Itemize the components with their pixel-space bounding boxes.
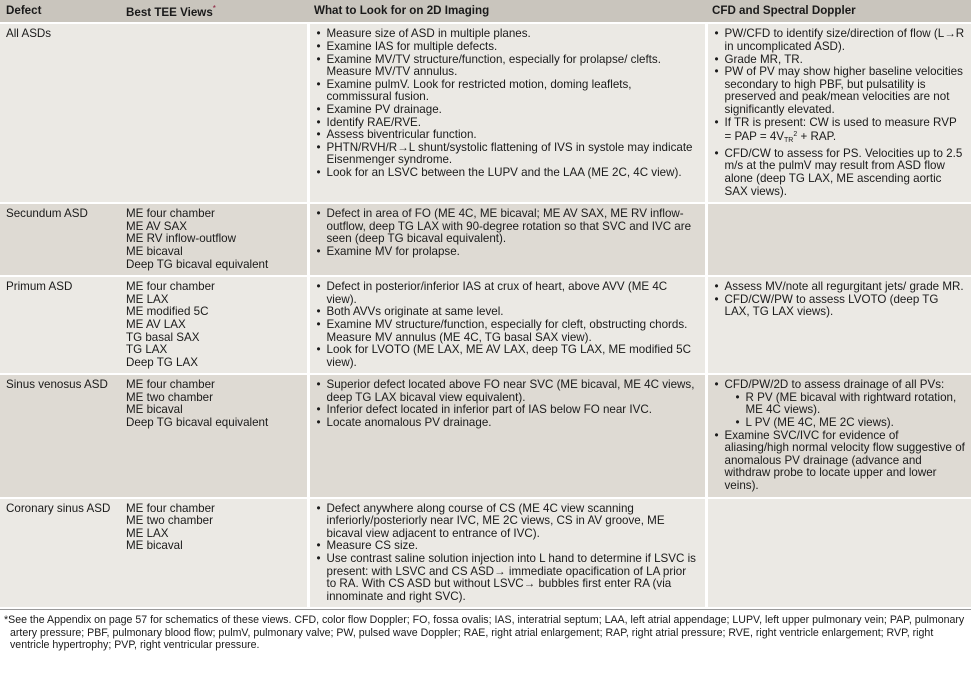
- doppler-list: [714, 281, 966, 319]
- imaging-cell: [308, 498, 706, 608]
- table-row: [0, 276, 971, 374]
- list-item: • Inferior defect located in inferior part of IAS below FO near IVC.: [316, 404, 699, 417]
- imaging-list: [316, 379, 699, 429]
- formula-text: If TR is present: CW is used to measure RVP = PAP = 4V: [724, 115, 957, 144]
- defect-cell: Coronary sinus ASD: [0, 498, 120, 608]
- view-item: ME two chamber: [126, 514, 213, 528]
- list-item-formula: [714, 117, 966, 148]
- table-row: [0, 203, 971, 276]
- header-views: [120, 0, 308, 23]
- view-item: Deep TG bicaval equivalent: [126, 257, 269, 271]
- list-item: • Examine MV structure/function, especially for cleft, obstructing chords. Measure MV annulus (ME 4C, TG basal SAX view).: [316, 319, 699, 344]
- defect-cell: Secundum ASD: [0, 203, 120, 276]
- list-item: • Examine IAS for multiple defects.: [316, 41, 699, 54]
- view-item: ME AV SAX: [126, 219, 187, 233]
- view-item: TG LAX: [126, 343, 168, 357]
- table-body: [0, 23, 971, 607]
- list-item: • Examine MV for prolapse.: [316, 246, 699, 259]
- doppler-cell: [706, 23, 971, 203]
- view-item: ME four chamber: [126, 378, 215, 392]
- sub-list-item: • L PV (ME 4C, ME 2C views).: [735, 417, 966, 430]
- table-row: [0, 498, 971, 608]
- view-item: ME AV LAX: [126, 317, 186, 331]
- imaging-cell: [308, 23, 706, 203]
- formula-tail: + RAP.: [797, 130, 837, 144]
- list-item: • Examine pulmV. Look for restricted motion, doming leaflets, commissural fusion.: [316, 79, 699, 104]
- list-item: • Defect anywhere along course of CS (ME 4C view scanning inferiorly/posteriorly near IVC, ME 2C views, CS in AV groove, ME bicaval view adjacent to entrance of IVC).: [316, 503, 699, 541]
- list-item: • Locate anomalous PV drainage.: [316, 417, 699, 430]
- imaging-cell: [308, 374, 706, 497]
- views-cell: [120, 276, 308, 374]
- view-item: ME four chamber: [126, 501, 215, 515]
- view-item: ME RV inflow-outflow: [126, 232, 236, 246]
- doppler-cell: [706, 203, 971, 276]
- view-item: ME LAX: [126, 526, 169, 540]
- list-item: • Defect in posterior/inferior IAS at crux of heart, above AVV (ME 4C view).: [316, 281, 699, 306]
- table-footnote: [0, 609, 971, 651]
- formula-subscript: TR: [784, 137, 794, 145]
- imaging-list: [316, 28, 699, 179]
- views-cell: [120, 374, 308, 497]
- header-doppler: CFD and Spectral Doppler: [706, 0, 971, 23]
- list-item: • Examine SVC/IVC for evidence of aliasing/high normal velocity flow suggestive of anomalous PV drainage (advance and withdraw probe to locate upper and lower veins).: [714, 430, 966, 493]
- list-item: [714, 379, 966, 429]
- list-item: • Superior defect located above FO near SVC (ME bicaval, ME 4C views, deep TG LAX bicaval view equivalent).: [316, 379, 699, 404]
- list-item: • Both AVVs originate at same level.: [316, 306, 699, 319]
- list-item: • Examine MV/TV structure/function, especially for prolapse/ clefts. Measure MV/TV annulus.: [316, 54, 699, 79]
- doppler-cell: [706, 276, 971, 374]
- view-item: ME two chamber: [126, 390, 213, 404]
- table-row: [0, 374, 971, 497]
- list-item: • Examine PV drainage.: [316, 104, 699, 117]
- list-item: • Look for LVOTO (ME LAX, ME AV LAX, deep TG LAX, ME modified 5C view).: [316, 344, 699, 369]
- doppler-sublist: [735, 392, 966, 430]
- list-item: • Defect in area of FO (ME 4C, ME bicaval; ME AV SAX, ME RV inflow-outflow, deep TG LAX with 90-degree rotation so that SVC and IVC are seen (deep TG bicaval equivalent).: [316, 208, 699, 246]
- view-item: ME four chamber: [126, 207, 215, 221]
- doppler-list: [714, 379, 966, 492]
- view-item: ME bicaval: [126, 244, 183, 258]
- doppler-cell: [706, 374, 971, 497]
- list-item: • CFD/CW/PW to assess LVOTO (deep TG LAX, TG LAX views).: [714, 294, 966, 319]
- defect-cell: All ASDs: [0, 23, 120, 203]
- list-item: • Measure size of ASD in multiple planes.: [316, 28, 699, 41]
- view-item: ME bicaval: [126, 403, 183, 417]
- doppler-cell: [706, 498, 971, 608]
- view-item: Deep TG bicaval equivalent: [126, 416, 269, 430]
- imaging-list: [316, 281, 699, 369]
- doppler-list: [714, 28, 966, 198]
- view-item: ME modified 5C: [126, 305, 209, 319]
- views-cell: [120, 203, 308, 276]
- defect-cell: Primum ASD: [0, 276, 120, 374]
- list-item: • PW/CFD to identify size/direction of flow (L→R in uncomplicated ASD).: [714, 28, 966, 53]
- list-item: • CFD/CW to assess for PS. Velocities up to 2.5 m/s at the pulmV may result from ASD flow alone (deep TG LAX, ME ascending aortic SAX views).: [714, 148, 966, 198]
- formula-superscript: 2: [793, 131, 798, 139]
- view-item: ME bicaval: [126, 539, 183, 553]
- list-item: • Assess biventricular function.: [316, 129, 699, 142]
- footnote-text: *See the Appendix on page 57 for schematics of these views. CFD, color flow Doppler; FO, fossa ovalis; IAS, interatrial septum; LAA, left atrial appendage; LUPV, left upper pulmonary vein; PAP, pulmonary artery pressure; PBF, pulmonary blood flow; pulmV, pulmonary valve; PW, pulsed wave Doppler; RAE, right atrial enlargement; RAP, right atrial pressure; RVE, right ventricle enlargement; RVP, right ventricle hypertrophy; PVP, right ventricular pressure.: [4, 614, 965, 651]
- view-item: ME four chamber: [126, 280, 215, 294]
- views-cell: [120, 23, 308, 203]
- list-item: • PHTN/RVH/R→L shunt/systolic flattening of IVS in systole may indicate Eisenmenger syndrome.: [316, 142, 699, 167]
- view-item: ME LAX: [126, 292, 169, 306]
- imaging-list: [316, 503, 699, 604]
- list-item: • Grade MR, TR.: [714, 54, 966, 67]
- table-header: [0, 0, 971, 23]
- list-item: • PW of PV may show higher baseline velocities secondary to high PBF, but pulsatility is preserved and peak/mean velocities are not significantly elevated.: [714, 66, 966, 116]
- defect-cell: Sinus venosus ASD: [0, 374, 120, 497]
- list-item: • Assess MV/note all regurgitant jets/ grade MR.: [714, 281, 966, 294]
- views-cell: [120, 498, 308, 608]
- list-item-text: CFD/PW/2D to assess drainage of all PVs:: [724, 378, 945, 392]
- header-imaging: What to Look for on 2D Imaging: [308, 0, 706, 23]
- list-item: • Use contrast saline solution injection into L hand to determine if LSVC is present: with LSVC and CS ASD→ immediate opacification of LA prior to RA. With CS ASD but without LSVC→ bubbles first enter RA (via innominate and right SVC).: [316, 553, 699, 603]
- sub-list-item: • R PV (ME bicaval with rightward rotation, ME 4C views).: [735, 392, 966, 417]
- header-views-label: Best TEE Views: [126, 5, 213, 19]
- header-defect: Defect: [0, 0, 120, 23]
- view-item: Deep TG LAX: [126, 355, 198, 369]
- list-item: • Measure CS size.: [316, 540, 699, 553]
- imaging-list: [316, 208, 699, 258]
- list-item: • Look for an LSVC between the LUPV and the LAA (ME 2C, 4C view).: [316, 167, 699, 180]
- table-row: [0, 23, 971, 203]
- view-item: TG basal SAX: [126, 330, 200, 344]
- header-views-footnote-mark: *: [212, 4, 216, 13]
- imaging-cell: [308, 203, 706, 276]
- imaging-cell: [308, 276, 706, 374]
- list-item: • Identify RAE/RVE.: [316, 117, 699, 130]
